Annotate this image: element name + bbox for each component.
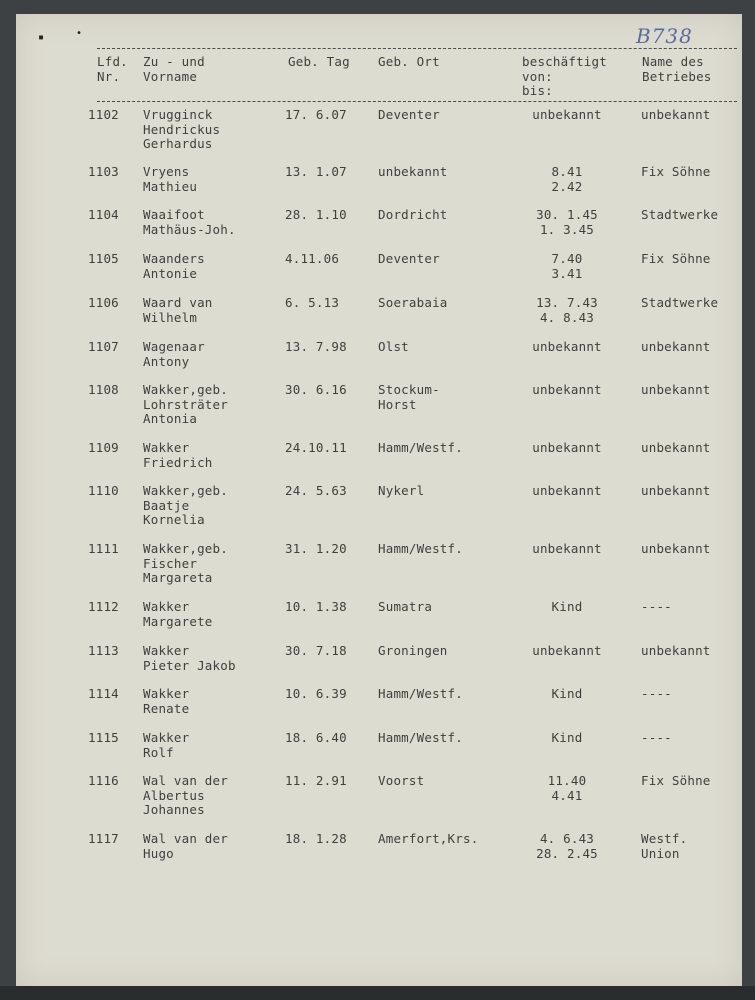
row-employment-period: 13. 7.43 4. 8.43 [536,295,598,325]
row-name: Wagenaar Antony [143,339,205,369]
row-employment-period: 11.40 4.41 [547,773,587,803]
row-employment-period: unbekannt [532,382,602,397]
row-company: Stadtwerke [641,207,719,222]
row-birth-place: Hamm/Westf. [378,686,463,701]
header-geb-tag: Geb. Tag [288,54,350,69]
row-employment-period: 8.41 2.42 [551,164,583,194]
row-birth-place: Soerabaia [378,295,448,310]
row-birth-place: Groningen [378,643,448,658]
row-number: 1115 [88,730,119,745]
header-beschaeftigt: beschäftigt von: bis: [522,54,607,98]
row-name: Waanders Antonie [143,251,205,281]
row-employment-period: unbekannt [532,440,602,455]
row-birth-date: 10. 6.39 [285,686,347,701]
row-name: Wakker Margarete [143,599,213,629]
row-company: unbekannt [641,107,711,122]
row-birth-place: Deventer [378,251,440,266]
row-birth-date: 11. 2.91 [285,773,347,788]
row-number: 1106 [88,295,119,310]
row-name: Wal van der Hugo [143,831,228,861]
row-birth-place: Voorst [378,773,425,788]
row-name: Vrugginck Hendrickus Gerhardus [143,107,221,151]
row-birth-place: Olst [378,339,409,354]
row-birth-place: Hamm/Westf. [378,541,463,556]
row-name: Waaifoot Mathäus-Joh. [143,207,236,237]
row-birth-date: 30. 7.18 [285,643,347,658]
row-name: Wakker Pieter Jakob [143,643,236,673]
row-birth-date: 17. 6.07 [285,107,347,122]
row-birth-date: 28. 1.10 [285,207,347,222]
row-company: ---- [641,686,672,701]
row-birth-date: 18. 1.28 [285,831,347,846]
row-birth-date: 10. 1.38 [285,599,347,614]
row-number: 1104 [88,207,119,222]
row-company: unbekannt [641,382,711,397]
row-number: 1110 [88,483,119,498]
row-company: unbekannt [641,483,711,498]
row-name: Wakker,geb. Lohrsträter Antonia [143,382,228,426]
row-employment-period: Kind [551,730,583,745]
row-number: 1103 [88,164,119,179]
row-birth-place: Dordricht [378,207,448,222]
row-birth-date: 13. 1.07 [285,164,347,179]
row-number: 1116 [88,773,119,788]
row-name: Waard van Wilhelm [143,295,213,325]
row-number: 1111 [88,541,119,556]
row-name: Wakker,geb. Baatje Kornelia [143,483,228,527]
row-birth-date: 31. 1.20 [285,541,347,556]
row-company: Westf. Union [641,831,688,861]
row-name: Wakker Renate [143,686,190,716]
row-birth-place: Hamm/Westf. [378,440,463,455]
row-number: 1102 [88,107,119,122]
row-number: 1107 [88,339,119,354]
scan-bottom-edge [0,986,755,1000]
row-company: unbekannt [641,541,711,556]
header-lfd-nr: Lfd. Nr. [97,54,128,84]
row-employment-period: 30. 1.45 1. 3.45 [536,207,598,237]
row-employment-period: 4. 6.43 28. 2.45 [536,831,598,861]
header-geb-ort: Geb. Ort [378,54,440,69]
row-company: Fix Söhne [641,164,711,179]
header-bottom-rule [97,101,737,102]
row-name: Vryens Mathieu [143,164,198,194]
row-number: 1112 [88,599,119,614]
speck-mark: • [76,28,83,39]
row-name: Wal van der Albertus Johannes [143,773,228,817]
row-birth-place: Deventer [378,107,440,122]
row-birth-date: 18. 6.40 [285,730,347,745]
row-employment-period: unbekannt [532,541,602,556]
row-number: 1117 [88,831,119,846]
row-birth-date: 6. 5.13 [285,295,340,310]
row-birth-date: 4.11.06 [285,251,340,266]
row-employment-period: unbekannt [532,107,602,122]
row-company: Fix Söhne [641,773,711,788]
row-birth-place: Amerfort,Krs. [378,831,479,846]
row-company: ---- [641,730,672,745]
row-number: 1108 [88,382,119,397]
row-birth-place: Nykerl [378,483,425,498]
row-company: unbekannt [641,339,711,354]
header-betrieb: Name des Betriebes [642,54,712,84]
row-birth-date: 30. 6.16 [285,382,347,397]
row-birth-date: 24.10.11 [285,440,347,455]
row-employment-period: Kind [551,686,583,701]
row-employment-period: unbekannt [532,339,602,354]
row-employment-period: 7.40 3.41 [551,251,583,281]
header-name: Zu - und Vorname [143,54,205,84]
row-employment-period: unbekannt [532,483,602,498]
row-name: Wakker Rolf [143,730,190,760]
row-birth-date: 24. 5.63 [285,483,347,498]
row-number: 1105 [88,251,119,266]
row-number: 1114 [88,686,119,701]
row-birth-place: Hamm/Westf. [378,730,463,745]
row-birth-place: Stockum- Horst [378,382,440,412]
row-employment-period: unbekannt [532,643,602,658]
speck-mark: ▪ [38,32,45,43]
row-name: Wakker,geb. Fischer Margareta [143,541,228,585]
row-company: unbekannt [641,643,711,658]
header-top-rule [97,48,737,49]
row-birth-date: 13. 7.98 [285,339,347,354]
row-company: unbekannt [641,440,711,455]
row-number: 1113 [88,643,119,658]
row-company: Fix Söhne [641,251,711,266]
row-birth-place: Sumatra [378,599,433,614]
row-number: 1109 [88,440,119,455]
row-birth-place: unbekannt [378,164,448,179]
row-name: Wakker Friedrich [143,440,213,470]
row-employment-period: Kind [551,599,583,614]
row-company: Stadtwerke [641,295,719,310]
row-company: ---- [641,599,672,614]
handwritten-page-number: B738 [636,24,693,48]
